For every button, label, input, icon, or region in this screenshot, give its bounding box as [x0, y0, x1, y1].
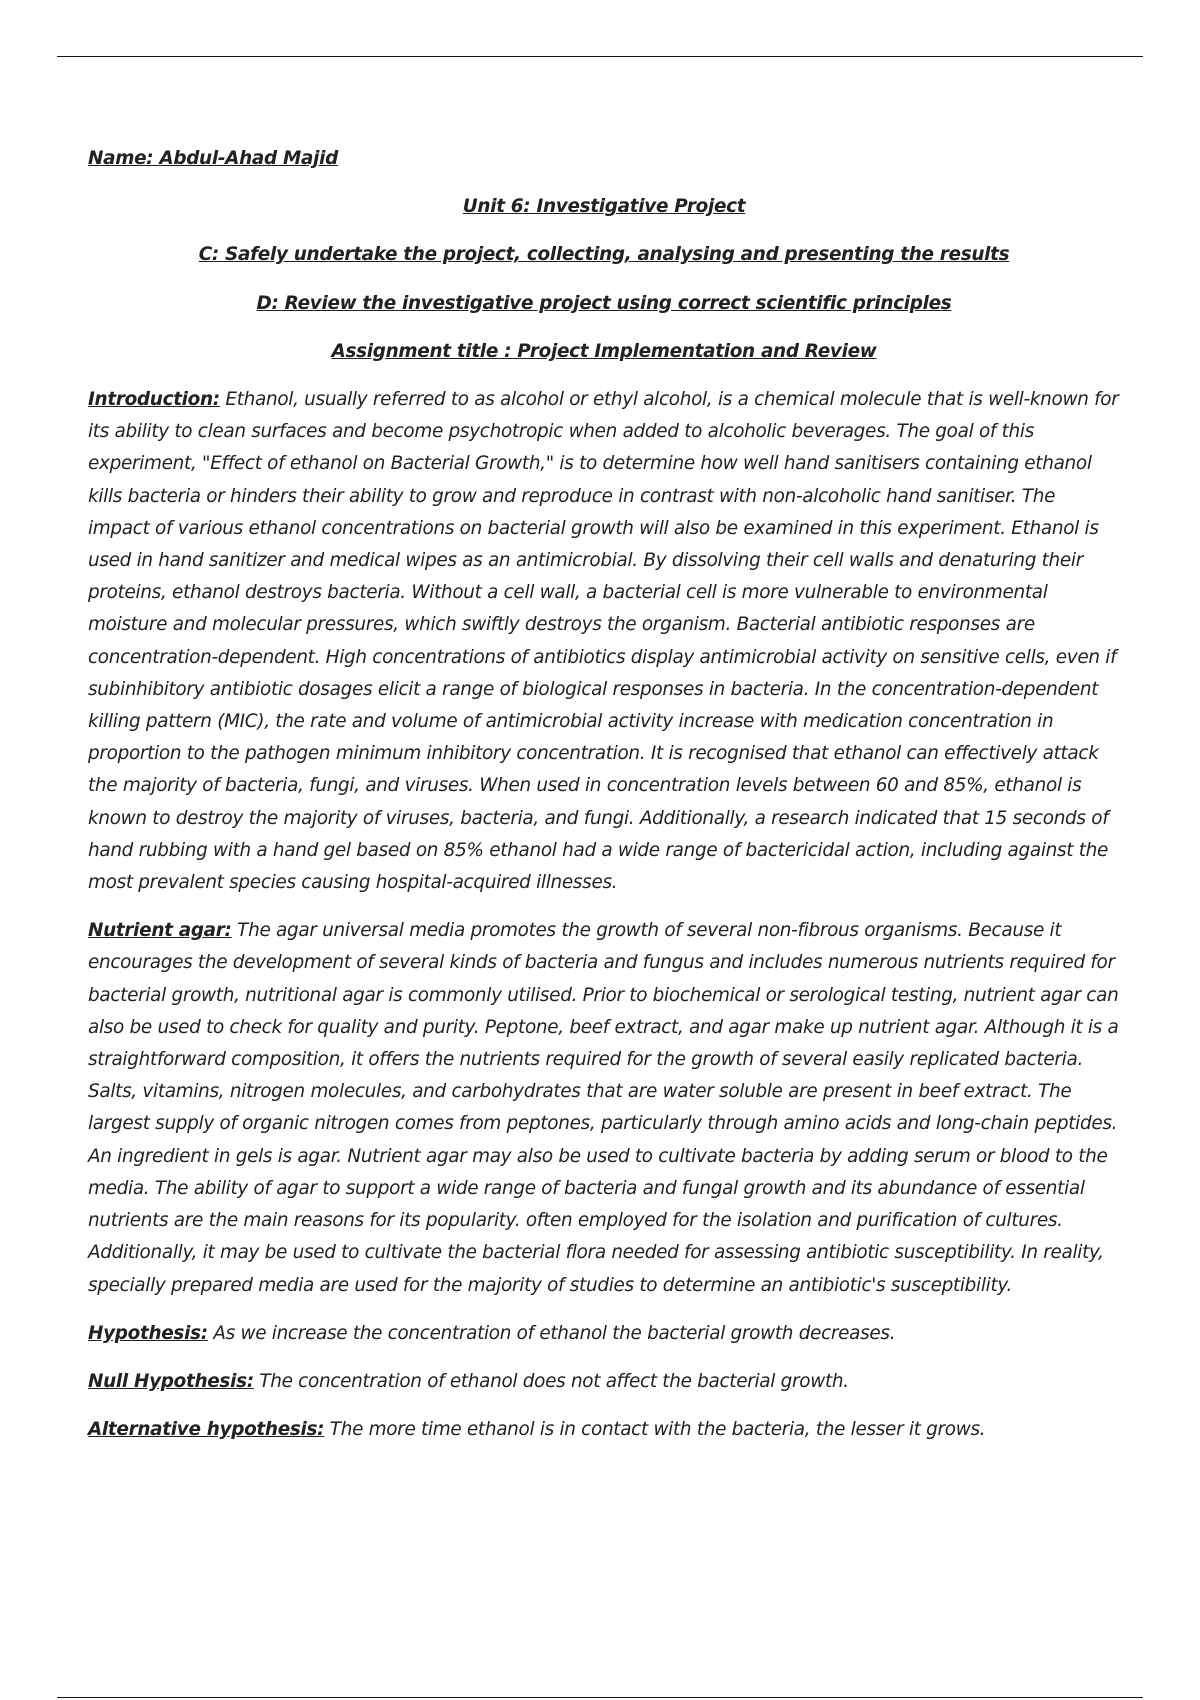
- header-rule: [57, 56, 1143, 57]
- null-hypothesis-text: The concentration of ethanol does not affect the bacterial growth.: [259, 1370, 849, 1392]
- student-name: Name: Abdul-Ahad Majid: [88, 148, 338, 169]
- assignment-title: Assignment title : Project Implementation and Review: [331, 340, 877, 362]
- hypothesis-text: As we increase the concentration of ethanol the bacterial growth decreases.: [213, 1322, 896, 1344]
- introduction-label: Introduction:: [88, 389, 220, 411]
- alternative-hypothesis-label: Alternative hypothesis:: [88, 1419, 325, 1441]
- footer-rule: [57, 1697, 1143, 1698]
- hypothesis-label: Hypothesis:: [88, 1322, 208, 1344]
- introduction-paragraph: [88, 384, 1120, 899]
- null-hypothesis-paragraph: [88, 1366, 1120, 1398]
- nutrient-agar-text: The agar universal media promotes the growth of several non-fibrous organisms. Because it encourages the development of several kinds of bacteria and fungus and includes numerous nutrients required for bacterial growth, nutritional agar is commonly utilised. Prior to biochemical or serological testing, nutrient agar can also be used to check for quality and purity. Peptone, beef extract, and agar make up nutrient agar. Although it is a straightforward composition, it offers the nutrients required for the growth of several easily replicated bacteria. Salts, vitamins, nitrogen molecules, and carbohydrates that are water soluble are present in beef extract. The largest supply of organic nitrogen comes from peptones, particularly through amino acids and long-chain peptides. An ingredient in gels is agar. Nutrient agar may also be used to cultivate bacteria by adding serum or blood to the media. The ability of agar to support a wide range of bacteria and fungal growth and its abundance of essential nutrients are the main reasons for its popularity. often employed for the isolation and purification of cultures. Additionally, it may be used to cultivate the bacterial flora needed for assessing antibiotic susceptibility. In reality, specially prepared media are used for the majority of studies to determine an antibiotic's susceptibility.: [88, 920, 1119, 1296]
- null-hypothesis-label: Null Hypothesis:: [88, 1370, 254, 1392]
- criterion-d-heading: D: Review the investigative project using correct scientific principles: [256, 292, 952, 314]
- introduction-text: Ethanol, usually referred to as alcohol or ethyl alcohol, is a chemical molecule that is well-known for its ability to clean surfaces and become psychotropic when added to alcoholic beverages. The goal of this experiment, "Effect of ethanol on Bacterial Growth," is to determine how well hand sanitisers containing ethanol kills bacteria or hinders their ability to grow and reproduce in contrast with non-alcoholic hand sanitiser. The impact of various ethanol concentrations on bacterial growth will also be examined in this experiment. Ethanol is used in hand sanitizer and medical wipes as an antimicrobial. By dissolving their cell walls and denaturing their proteins, ethanol destroys bacteria. Without a cell wall, a bacterial cell is more vulnerable to environmental moisture and molecular pressures, which swiftly destroys the organism. Bacterial antibiotic responses are concentration-dependent. High concentrations of antibiotics display antimicrobial activity on sensitive cells, even if subinhibitory antibiotic dosages elicit a range of biological responses in bacteria. In the concentration-dependent killing pattern (MIC), the rate and volume of antimicrobial activity increase with medication concentration in proportion to the pathogen minimum inhibitory concentration. It is recognised that ethanol can effectively attack the majority of bacteria, fungi, and viruses. When used in concentration levels between 60 and 85%, ethanol is known to destroy the majority of viruses, bacteria, and fungi. Additionally, a research indicated that 15 seconds of hand rubbing with a hand gel based on 85% ethanol had a wide range of bactericidal action, including against the most prevalent species causing hospital-acquired illnesses.: [88, 389, 1119, 894]
- document-body: [88, 143, 1120, 1462]
- alternative-hypothesis-paragraph: [88, 1414, 1120, 1446]
- criterion-c-heading: C: Safely undertake the project, collecting, analysing and presenting the results: [198, 244, 1010, 266]
- hypothesis-paragraph: [88, 1318, 1120, 1350]
- unit-title: Unit 6: Investigative Project: [462, 196, 746, 218]
- nutrient-agar-paragraph: [88, 915, 1120, 1301]
- nutrient-agar-label: Nutrient agar:: [88, 920, 232, 942]
- alternative-hypothesis-text: The more time ethanol is in contact with the bacteria, the lesser it grows.: [329, 1419, 986, 1441]
